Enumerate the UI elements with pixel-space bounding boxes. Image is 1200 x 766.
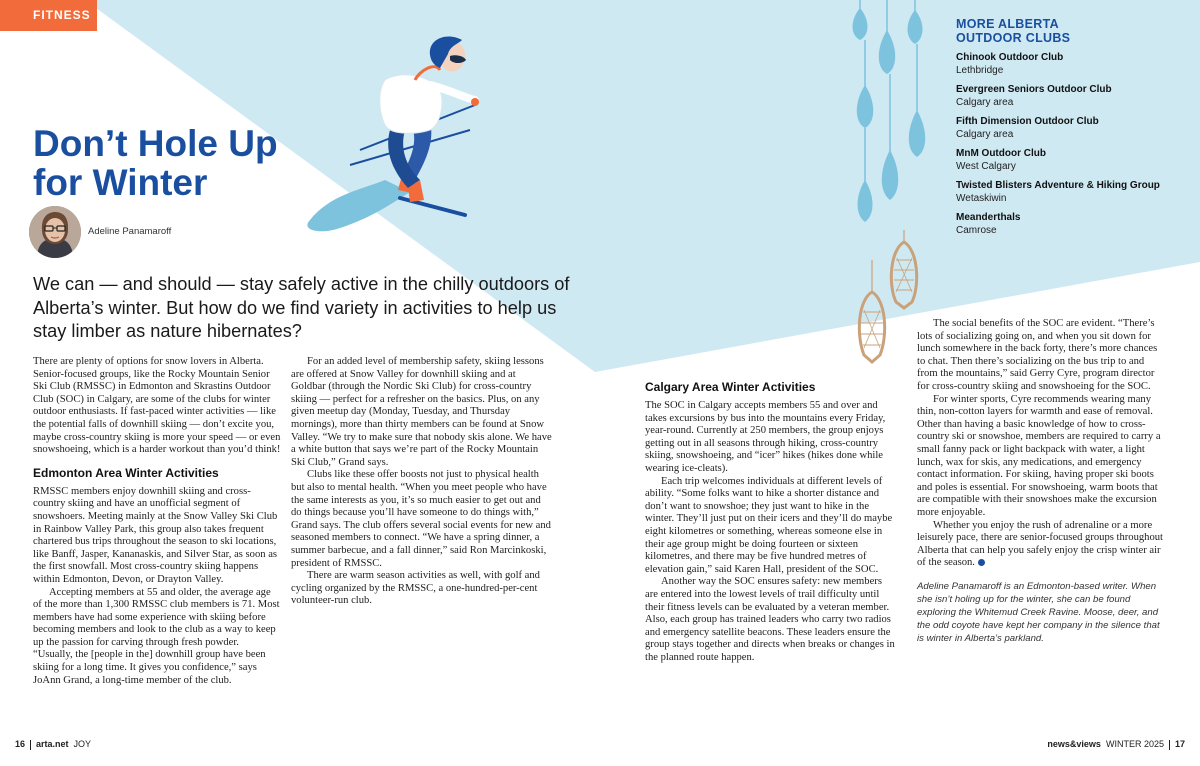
drops-illustration (845, 0, 945, 250)
author-avatar (29, 206, 81, 258)
footer-separator (30, 740, 31, 750)
body-column-1 (33, 356, 281, 687)
club-location: Calgary area (956, 129, 1014, 140)
body-column-2 (291, 356, 553, 608)
club-item (956, 115, 1186, 141)
club-location: Wetaskiwin (956, 193, 1007, 204)
footer-brand: news&views (1047, 739, 1101, 749)
body-paragraph: There are plenty of options for snow lovers in Alberta. Senior-focused groups, like the Rocky Mountain Senior Ski Club (RMSSC) in Edmonton and Skrastins Outdoor Club (SOC) in Calgary, are some of the clubs for winter outdoor enthusiasts. If fast-paced winter activities — like the potential falls of downhill skiing — don’t excite you, maybe cross-country skiing is more your speed — or even snowshoeing, which is a harder workout than you’d think! (33, 356, 281, 456)
club-name: Twisted Blisters Adventure & Hiking Group (956, 180, 1160, 191)
section-tag: FITNESS (0, 0, 97, 31)
closing-text: Whether you enjoy the rush of adrenaline or a more leisurely pace, there are senior-focused groups throughout Alberta that can help you safely enjoy the crisp winter air of the season. (917, 519, 1164, 569)
author-name: Adeline Panamaroff (88, 226, 172, 237)
club-item (956, 179, 1186, 205)
page-number-left: 16 (15, 739, 26, 749)
body-paragraph: For winter sports, Cyre recommends wearing many thin, non-cotton layers for warmth and ease of removal. Other than having a basic knowledge of how to cross-country ski or snowshoe, members are required to carry a small fanny pack or light backpack with water, a light lunch, wax for skis, any medications, and emergency contact information. For skiing, having proper ski boots and poles is essential. For snowshoeing, warm boots that are compatible with their snowshoes make the excursion more enjoyable. (917, 393, 1161, 518)
club-location: Calgary area (956, 97, 1014, 108)
title-line-2: for Winter (33, 162, 208, 203)
footer-section: JOY (73, 739, 92, 749)
club-item (956, 147, 1186, 173)
footer-left (15, 739, 91, 750)
closing-paragraph (917, 520, 1167, 570)
club-name: Fifth Dimension Outdoor Club (956, 116, 1099, 127)
body-paragraph: The social benefits of the SOC are evident. “There’s lots of socializing going on, and when you sit down for lunch somewhere in the back forty, there’s more chances to chat. Then there’s socializing on the bus trip to and from the mountains,” said Gerry Cyre, program director for cross-country skiing and snowshoeing for the SOC. (917, 318, 1158, 392)
footer-issue: WINTER 2025 (1105, 739, 1164, 749)
author-photo-icon (29, 206, 81, 258)
footer-site: arta.net (36, 739, 69, 749)
club-name: MnM Outdoor Club (956, 148, 1046, 159)
body-paragraph: Another way the SOC ensures safety: new members are entered into the lowest levels of trail difficulty until their fitness levels can be evaluated by a veteran member. Also, each group has trained leaders who carry two radios and emergency satellite beacons. These leaders ensure the group stays together and directs when breaks or changes in the planned route happen. (645, 576, 895, 663)
club-location: Lethbridge (956, 65, 1004, 76)
club-item (956, 51, 1186, 77)
club-item (956, 83, 1186, 109)
footer-right (1047, 739, 1185, 750)
section-heading-calgary: Calgary Area Winter Activities (645, 380, 816, 394)
sidebar-title (956, 17, 1186, 45)
body-paragraph: RMSSC members enjoy downhill skiing and cross-country skiing and have an unofficial segment of snowshoers. Meeting mainly at the Snow Valley Ski Club in Rainbow Valley Park, this group also takes frequent chartered bus trips throughout the season to ski locations, like Banff, Jasper, Kananaskis, and Silver Star, as soon as the first snowfall. Most cross-country skiing happens within Edmonton, Devon, or Drayton Valley. (33, 485, 278, 585)
club-location: West Calgary (956, 161, 1016, 172)
outdoor-clubs-sidebar (956, 17, 1186, 243)
page-title (33, 124, 278, 202)
body-column-4 (917, 318, 1167, 645)
body-column-3 (645, 380, 897, 664)
body-paragraph: Accepting members at 55 and older, the average age of the more than 1,300 RMSSC club members is 71. Most members have had some experience with skiing before becoming members and look to the club as a way to keep up the passion for carving through fresh powder. “Usually, the [people in the] downhill group have been skiing for a long time. It gives you confidence,” says JoAnn Grand, a long-time member of the club. (33, 586, 280, 686)
end-mark-icon (978, 559, 985, 566)
skier-illustration (290, 30, 500, 235)
page-number-right: 17 (1174, 739, 1185, 749)
title-line-1: Don’t Hole Up (33, 123, 278, 164)
body-paragraph: Clubs like these offer boosts not just to physical health but also to mental health. “When you meet people who have the same interests as you, it’s so much easier to get out and do things because you’ll have someone to do things with,” Grand says. The club offers several social events for new and seasoned members to connect. “We have a spring dinner, a summer barbecue, and a fall dinner,” said Ron Marcinkoski, president of RMSSC. (291, 469, 551, 569)
article-deck: We can — and should — stay safely active in the chilly outdoors of Alberta’s winter. But how do we find variety in activities to help us stay limber as nature hibernates? (33, 274, 570, 341)
club-name: Meanderthals (956, 212, 1021, 223)
footer-separator (1169, 740, 1170, 750)
club-name: Chinook Outdoor Club (956, 52, 1064, 63)
sidebar-title-line-1: MORE ALBERTA (956, 17, 1059, 31)
club-location: Camrose (956, 225, 997, 236)
sidebar-title-line-2: OUTDOOR CLUBS (956, 31, 1071, 45)
club-name: Evergreen Seniors Outdoor Club (956, 84, 1112, 95)
author-bio: Adeline Panamaroff is an Edmonton-based writer. When she isn’t holing up for the winter, she can be found exploring the Whitemud Creek Ravine. Moose, deer, and the odd coyote have kept her company in the silence that is winter in Alberta’s parkland. (917, 580, 1160, 644)
snowshoes-illustration (852, 230, 922, 375)
body-paragraph: There are warm season activities as well, with golf and cycling organized by the RMSSC, a one-hundred-per-cent volunteer-run club. (291, 570, 540, 607)
body-paragraph: The SOC in Calgary accepts members 55 and over and takes excursions by bus into the mountains every Friday, year-round. Currently at 250 members, the group enjoys getting out in all seasons through hiking, cross-country skiing, snowshoeing, and “icer” hikes (hikes done while wearing ice-cleats). (645, 400, 886, 474)
section-heading-edmonton: Edmonton Area Winter Activities (33, 465, 219, 480)
body-paragraph: For an added level of membership safety, skiing lessons are offered at Snow Valley for downhill skiing and at Goldbar (through the Nordic Ski Club) for cross-country skiing — perfect for a refresher on the basics. Plus, on any given meetup day (Monday, Tuesday, and Thursday mornings), more than thirty members can be found at Snow Valley. “We try to make sure that nobody skis alone. We have a white button that says we’re part of the Rocky Mountain Ski Club,” Grand says. (291, 356, 552, 468)
body-paragraph: Each trip welcomes individuals at different levels of ability. “Some folks want to hike a shorter distance and don’t want to snowshoe; they just want to hike in the winter. They’ll just put on their icers and they’ll do maybe eight kilometres or something, whereas someone else in their age group might be doing fourteen or sixteen kilometres, and there may be five hundred metres of elevation gain,” said Karen Hall, president of the SOC. (645, 475, 893, 575)
club-item (956, 211, 1186, 237)
